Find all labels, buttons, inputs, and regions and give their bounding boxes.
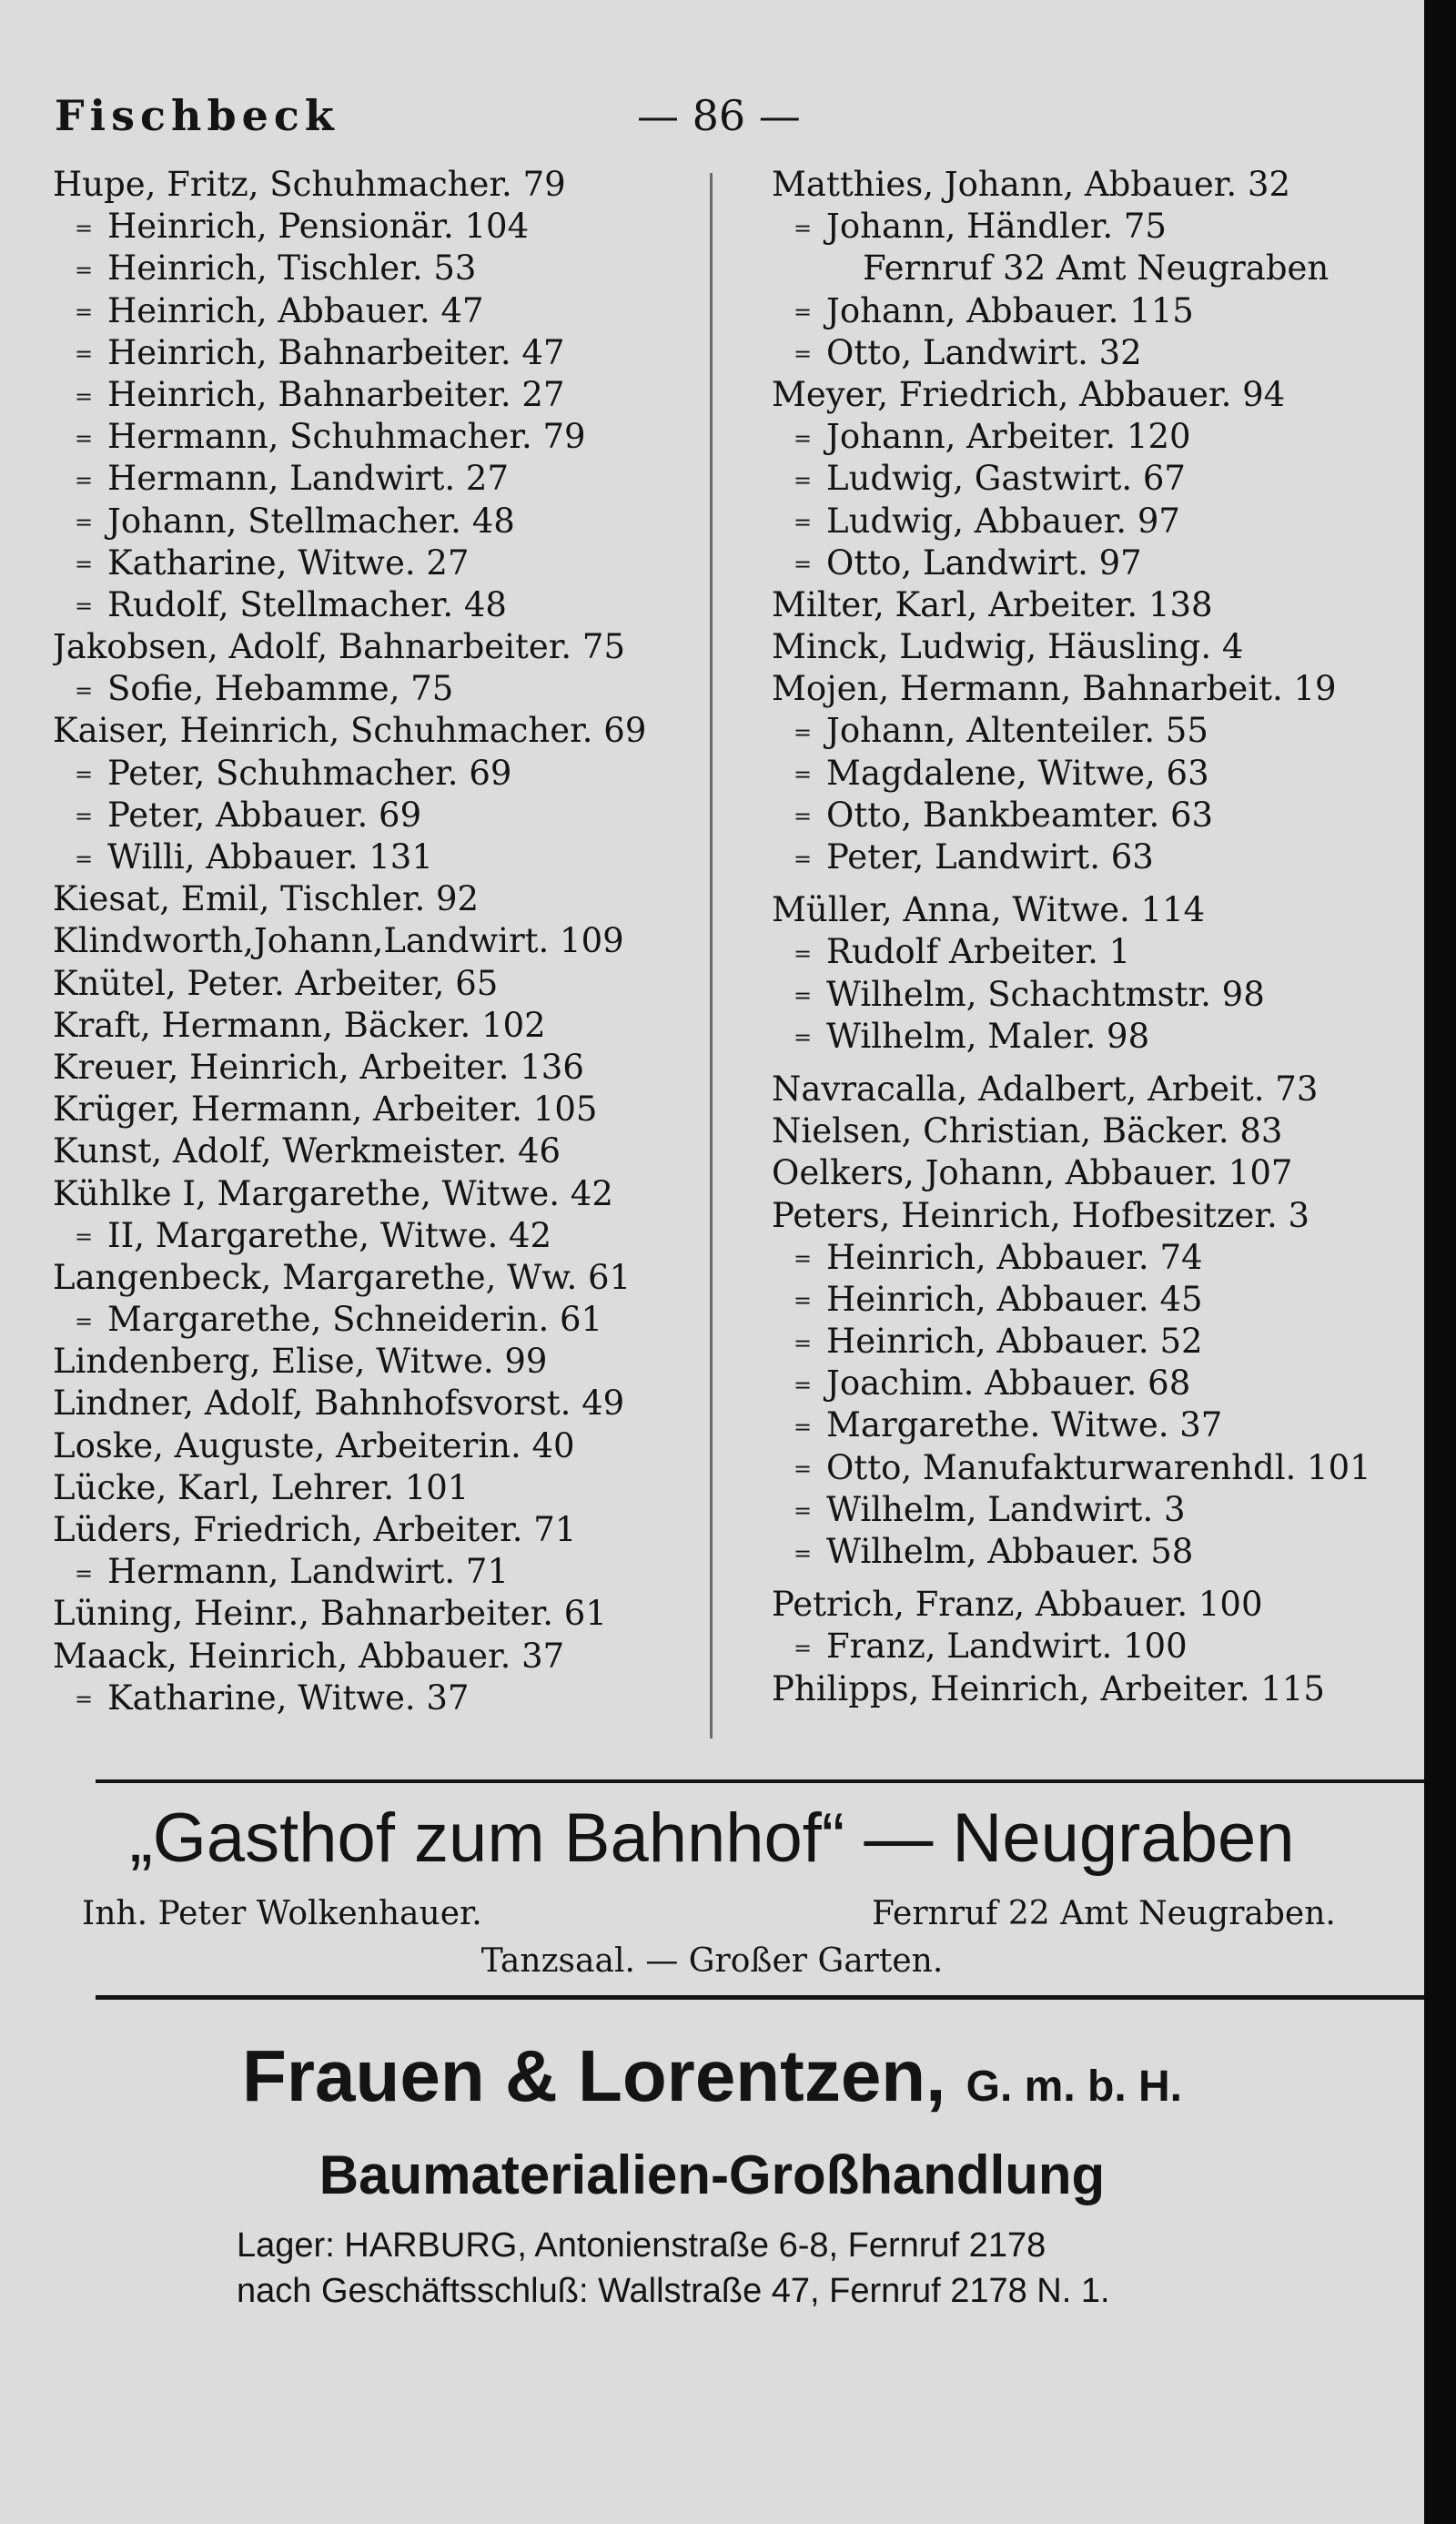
directory-entry bbox=[772, 164, 1418, 206]
ditto-mark: = bbox=[794, 1372, 813, 1398]
directory-entry bbox=[53, 332, 708, 374]
ditto-mark: = bbox=[794, 1635, 813, 1661]
directory-entry bbox=[53, 248, 708, 289]
entry-text: Katharine, Witwe. 27 bbox=[107, 542, 470, 583]
ditto-mark: = bbox=[75, 846, 94, 872]
gasthof-ad-title: „Gasthof zum Bahnhof“ — Neugraben bbox=[129, 1799, 1295, 1877]
directory-entry bbox=[772, 542, 1418, 584]
entry-text: Heinrich, Abbauer. 52 bbox=[826, 1322, 1203, 1362]
directory-entry bbox=[772, 795, 1418, 836]
directory-entry bbox=[53, 836, 708, 878]
entry-text: Kunst, Adolf, Werkmeister. 46 bbox=[53, 1131, 561, 1171]
entry-text: Loske, Auguste, Arbeiterin. 40 bbox=[53, 1425, 575, 1465]
directory-entry bbox=[772, 1110, 1418, 1152]
directory-entry bbox=[772, 1069, 1418, 1110]
directory-entry bbox=[772, 1363, 1418, 1404]
directory-entry bbox=[53, 878, 708, 920]
entry-text: Klindworth,Johann,Landwirt. 109 bbox=[53, 921, 624, 961]
entry-text: Lüders, Friedrich, Arbeiter. 71 bbox=[53, 1510, 577, 1549]
directory-entry bbox=[772, 1195, 1418, 1237]
directory-entry bbox=[772, 416, 1418, 458]
directory-entry bbox=[772, 836, 1418, 878]
ditto-mark: = bbox=[75, 425, 94, 451]
gasthof-ad-tagline: Tanzsaal. — Großer Garten. bbox=[480, 1942, 944, 1980]
directory-entry bbox=[772, 1668, 1418, 1710]
directory-entry bbox=[772, 889, 1418, 931]
entry-text: Lindner, Adolf, Bahnhofsvorst. 49 bbox=[53, 1384, 625, 1424]
entry-text: Mojen, Hermann, Bahnarbeit. 19 bbox=[772, 669, 1337, 709]
ditto-mark: = bbox=[75, 299, 94, 326]
entry-text: Hermann, Schuhmacher. 79 bbox=[107, 417, 586, 457]
entry-text: Milter, Karl, Arbeiter. 138 bbox=[772, 584, 1213, 624]
directory-entry bbox=[772, 1531, 1418, 1573]
entry-text: Nielsen, Christian, Bäcker. 83 bbox=[772, 1111, 1283, 1151]
ditto-mark: = bbox=[75, 1560, 94, 1586]
entry-text: Wilhelm, Schachtmstr. 98 bbox=[826, 974, 1265, 1014]
entry-text: Heinrich, Bahnarbeiter. 47 bbox=[107, 332, 565, 372]
directory-entry bbox=[772, 931, 1418, 973]
entry-text: Maack, Heinrich, Abbauer. 37 bbox=[53, 1636, 565, 1676]
directory-entry bbox=[53, 795, 708, 836]
entry-text: Heinrich, Abbauer. 74 bbox=[826, 1237, 1203, 1277]
page-header bbox=[55, 91, 1406, 164]
ditto-mark: = bbox=[794, 1456, 813, 1483]
entry-text: Wilhelm, Landwirt. 3 bbox=[826, 1489, 1186, 1529]
ditto-mark: = bbox=[75, 762, 94, 788]
directory-entry bbox=[53, 920, 708, 962]
frauen-ad-after-hours-line: nach Geschäftsschluß: Wallstraße 47, Fernruf 2178 N. 1. bbox=[237, 2272, 1110, 2310]
directory-entry bbox=[53, 1636, 708, 1678]
entry-text: Knütel, Peter. Arbeiter, 65 bbox=[53, 963, 499, 1003]
entry-text: Peter, Abbauer. 69 bbox=[107, 795, 422, 835]
ditto-mark: = bbox=[794, 1246, 813, 1272]
directory-entry bbox=[53, 416, 708, 458]
entry-text: Peters, Heinrich, Hofbesitzer. 3 bbox=[772, 1195, 1310, 1235]
entry-text: Magdalene, Witwe, 63 bbox=[826, 753, 1209, 793]
directory-entry bbox=[772, 1489, 1418, 1531]
entry-text: Ludwig, Gastwirt. 67 bbox=[826, 459, 1186, 499]
directory-entry bbox=[772, 1016, 1418, 1058]
ditto-mark: = bbox=[794, 1288, 813, 1314]
directory-entry bbox=[772, 501, 1418, 542]
ditto-mark: = bbox=[75, 804, 94, 830]
ditto-mark: = bbox=[794, 940, 813, 967]
ditto-mark: = bbox=[794, 510, 813, 536]
entry-text: Heinrich, Tischler. 53 bbox=[107, 248, 477, 289]
directory-entry bbox=[53, 1173, 708, 1215]
frauen-ad-company bbox=[0, 2034, 1424, 2118]
place-name: Fischbeck bbox=[55, 91, 339, 140]
directory-entry bbox=[53, 374, 708, 416]
directory-entry bbox=[772, 332, 1418, 374]
ditto-mark: = bbox=[794, 299, 813, 326]
right-column bbox=[772, 164, 1418, 1710]
directory-entry bbox=[772, 668, 1418, 710]
directory-entry bbox=[53, 668, 708, 710]
entry-text: Krüger, Hermann, Arbeiter. 105 bbox=[53, 1090, 598, 1130]
entry-text: Johann, Stellmacher. 48 bbox=[107, 501, 515, 541]
directory-entry bbox=[772, 1584, 1418, 1626]
entry-text: Meyer, Friedrich, Abbauer. 94 bbox=[772, 374, 1286, 414]
ditto-mark: = bbox=[794, 215, 813, 241]
entry-text: Navracalla, Adalbert, Arbeit. 73 bbox=[772, 1069, 1319, 1109]
directory-entry bbox=[53, 1551, 708, 1593]
entry-text: Peter, Schuhmacher. 69 bbox=[107, 753, 512, 793]
ditto-mark: = bbox=[75, 1224, 94, 1251]
directory-entry bbox=[53, 1467, 708, 1509]
ditto-mark: = bbox=[75, 467, 94, 493]
directory-entry bbox=[53, 1299, 708, 1341]
directory-entry bbox=[53, 290, 708, 332]
directory-entry bbox=[53, 1005, 708, 1047]
entry-text: Hupe, Fritz, Schuhmacher. 79 bbox=[53, 165, 566, 204]
ad-separator-bottom bbox=[96, 1995, 1429, 2000]
page-number: — 86 — bbox=[637, 91, 801, 140]
entry-text: Peter, Landwirt. 63 bbox=[826, 837, 1154, 877]
directory-entry bbox=[772, 710, 1418, 752]
ditto-mark: = bbox=[75, 215, 94, 241]
directory-entry bbox=[772, 1279, 1418, 1321]
directory-entry bbox=[53, 1425, 708, 1467]
ditto-mark: = bbox=[794, 341, 813, 368]
entry-text: Kaiser, Heinrich, Schuhmacher. 69 bbox=[53, 711, 647, 751]
entry-text: Otto, Landwirt. 97 bbox=[826, 542, 1142, 583]
ditto-mark: = bbox=[75, 593, 94, 620]
directory-entry bbox=[772, 374, 1418, 416]
ditto-mark: = bbox=[75, 1308, 94, 1334]
directory-entry bbox=[53, 963, 708, 1005]
directory-entry bbox=[53, 710, 708, 752]
entry-text: Johann, Arbeiter. 120 bbox=[826, 417, 1191, 457]
directory-entry bbox=[772, 626, 1418, 668]
ditto-mark: = bbox=[75, 341, 94, 368]
directory-entry bbox=[772, 1237, 1418, 1279]
frauen-ad-company-name: Frauen & Lorentzen, bbox=[242, 2035, 946, 2116]
entry-text: Hermann, Landwirt. 71 bbox=[107, 1552, 509, 1592]
ditto-mark: = bbox=[794, 804, 813, 830]
entry-text: Lindenberg, Elise, Witwe. 99 bbox=[53, 1342, 548, 1382]
entry-text: Heinrich, Abbauer. 47 bbox=[107, 290, 484, 330]
entry-text: Müller, Anna, Witwe. 114 bbox=[772, 890, 1206, 930]
ditto-mark: = bbox=[794, 467, 813, 493]
directory-entry bbox=[772, 1404, 1418, 1446]
directory-entry bbox=[772, 290, 1418, 332]
entry-text: Kraft, Hermann, Bäcker. 102 bbox=[53, 1005, 546, 1045]
entry-text: Margarethe, Schneiderin. 61 bbox=[107, 1300, 603, 1340]
gasthof-ad-phone: Fernruf 22 Amt Neugraben. bbox=[872, 1895, 1336, 1932]
directory-entry bbox=[772, 753, 1418, 795]
entry-text: Hermann, Landwirt. 27 bbox=[107, 459, 509, 499]
ditto-mark: = bbox=[794, 1498, 813, 1525]
entry-text: Wilhelm, Maler. 98 bbox=[826, 1016, 1150, 1056]
directory-entry bbox=[53, 1678, 708, 1719]
directory-entry bbox=[53, 1130, 708, 1172]
entry-text: Heinrich, Pensionär. 104 bbox=[107, 207, 530, 247]
entry-text: Rudolf, Stellmacher. 48 bbox=[107, 584, 507, 624]
entry-text: Kühlke I, Margarethe, Witwe. 42 bbox=[53, 1173, 613, 1213]
directory-entry bbox=[772, 458, 1418, 500]
ditto-mark: = bbox=[75, 257, 94, 283]
directory-entry bbox=[53, 164, 708, 206]
ditto-mark: = bbox=[75, 1687, 94, 1713]
directory-entry bbox=[772, 1152, 1418, 1194]
directory-entry bbox=[53, 1341, 708, 1383]
entry-text: II, Margarethe, Witwe. 42 bbox=[107, 1215, 552, 1255]
entry-text: Ludwig, Abbauer. 97 bbox=[826, 501, 1180, 541]
entry-text: Johann, Abbauer. 115 bbox=[826, 290, 1194, 330]
entry-text: Johann, Altenteiler. 55 bbox=[826, 711, 1208, 751]
gasthof-ad-owner: Inh. Peter Wolkenhauer. bbox=[82, 1895, 482, 1932]
entry-text: Wilhelm, Abbauer. 58 bbox=[826, 1532, 1194, 1571]
directory-entry bbox=[53, 1089, 708, 1130]
directory-entry bbox=[772, 1447, 1418, 1489]
entry-text: Lücke, Karl, Lehrer. 101 bbox=[53, 1467, 470, 1507]
entry-text: Margarethe. Witwe. 37 bbox=[826, 1405, 1223, 1445]
directory-entry bbox=[53, 1215, 708, 1257]
directory-entry bbox=[772, 974, 1418, 1016]
entry-text: Oelkers, Johann, Abbauer. 107 bbox=[772, 1153, 1293, 1193]
entry-text: Katharine, Witwe. 37 bbox=[107, 1678, 470, 1718]
directory-entry bbox=[772, 584, 1418, 626]
ditto-mark: = bbox=[794, 1540, 813, 1566]
left-column bbox=[53, 164, 708, 1719]
scan-border bbox=[1424, 0, 1456, 2524]
entry-text: Willi, Abbauer. 131 bbox=[107, 837, 433, 877]
ditto-mark: = bbox=[75, 677, 94, 704]
ditto-mark: = bbox=[794, 1414, 813, 1441]
frauen-ad-company-suffix: G. m. b. H. bbox=[966, 2063, 1182, 2111]
directory-entry bbox=[53, 1047, 708, 1089]
ditto-mark: = bbox=[794, 846, 813, 872]
entry-text: Kiesat, Emil, Tischler. 92 bbox=[53, 879, 480, 919]
entry-text: Matthies, Johann, Abbauer. 32 bbox=[772, 165, 1291, 204]
entry-text: Franz, Landwirt. 100 bbox=[826, 1627, 1188, 1667]
ditto-mark: = bbox=[794, 762, 813, 788]
frauen-ad-address-line: Lager: HARBURG, Antonienstraße 6-8, Fernruf 2178 bbox=[237, 2226, 1046, 2265]
ditto-mark: = bbox=[794, 1025, 813, 1051]
directory-entry bbox=[53, 1257, 708, 1299]
entry-text: Kreuer, Heinrich, Arbeiter. 136 bbox=[53, 1047, 584, 1087]
directory-entry bbox=[53, 458, 708, 500]
directory-entry bbox=[772, 206, 1418, 248]
ditto-mark: = bbox=[75, 552, 94, 578]
entry-text: Jakobsen, Adolf, Bahnarbeiter. 75 bbox=[53, 627, 625, 667]
entry-text: Philipps, Heinrich, Arbeiter. 115 bbox=[772, 1668, 1325, 1708]
ditto-mark: = bbox=[75, 510, 94, 536]
directory-entry bbox=[53, 206, 708, 248]
frauen-ad-subtitle: Baumaterialien-Großhandlung bbox=[318, 2144, 1106, 2205]
entry-text: Sofie, Hebamme, 75 bbox=[107, 669, 454, 709]
entry-text: Johann, Händler. 75 bbox=[826, 207, 1167, 247]
directory-entry bbox=[53, 626, 708, 668]
entry-text: Rudolf Arbeiter. 1 bbox=[826, 932, 1131, 972]
entry-text: Lüning, Heinr., Bahnarbeiter. 61 bbox=[53, 1594, 607, 1634]
entry-text: Minck, Ludwig, Häusling. 4 bbox=[772, 627, 1244, 667]
entry-text: Petrich, Franz, Abbauer. 100 bbox=[772, 1585, 1263, 1625]
entry-text: Otto, Bankbeamter. 63 bbox=[826, 795, 1214, 835]
entry-text: Langenbeck, Margarethe, Ww. 61 bbox=[53, 1257, 632, 1297]
ditto-mark: = bbox=[794, 983, 813, 1009]
ditto-mark: = bbox=[75, 383, 94, 410]
ditto-mark: = bbox=[794, 1330, 813, 1356]
ditto-mark: = bbox=[794, 425, 813, 451]
directory-entry bbox=[53, 753, 708, 795]
directory-entry bbox=[53, 542, 708, 584]
column-divider bbox=[710, 173, 713, 1738]
entry-text: Heinrich, Abbauer. 45 bbox=[826, 1279, 1203, 1319]
directory-entry bbox=[772, 1321, 1418, 1363]
ditto-mark: = bbox=[794, 720, 813, 746]
directory-entry bbox=[53, 1593, 708, 1635]
directory-entry bbox=[53, 501, 708, 542]
entry-text: Joachim. Abbauer. 68 bbox=[826, 1363, 1191, 1404]
directory-entry bbox=[53, 584, 708, 626]
directory-entry bbox=[772, 248, 1418, 289]
entry-text: Heinrich, Bahnarbeiter. 27 bbox=[107, 374, 565, 414]
entry-text: Otto, Landwirt. 32 bbox=[826, 332, 1142, 372]
ditto-mark: = bbox=[794, 552, 813, 578]
directory-entry bbox=[53, 1509, 708, 1551]
directory-entry bbox=[53, 1383, 708, 1424]
entry-text: Otto, Manufakturwarenhdl. 101 bbox=[826, 1447, 1371, 1487]
entry-text: Fernruf 32 Amt Neugraben bbox=[863, 248, 1330, 289]
ad-separator-top bbox=[96, 1779, 1429, 1783]
directory-entry bbox=[772, 1626, 1418, 1667]
